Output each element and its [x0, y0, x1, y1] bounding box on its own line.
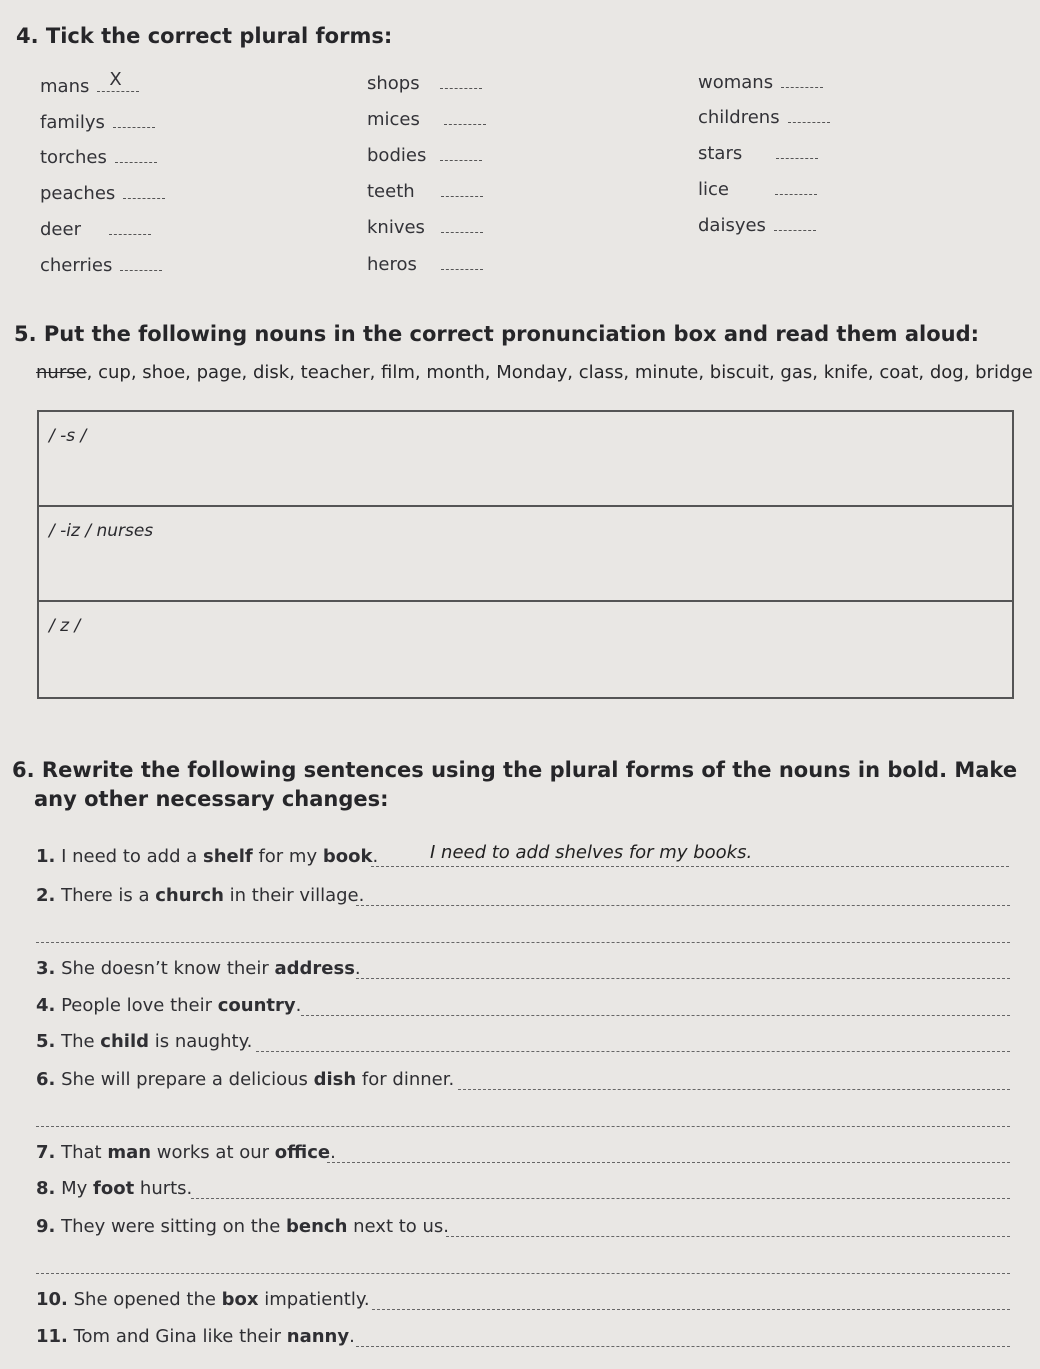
sentence-text: They were sitting on the: [55, 1216, 286, 1237]
sentence-text: .: [295, 995, 302, 1016]
sentence-number: 3.: [36, 958, 56, 979]
sentence-text: That: [55, 1142, 108, 1163]
sentence-text: .: [372, 846, 379, 867]
pronunciation-box-s[interactable]: [39, 412, 1012, 507]
ex4-word: [367, 109, 486, 130]
ex4-word-text: shops: [367, 73, 420, 94]
sentence-number: 11.: [36, 1326, 68, 1347]
sentence-text: She opened the: [67, 1289, 222, 1310]
sentence-item: [36, 1289, 370, 1310]
ex4-word-text: mices: [367, 109, 420, 130]
exercise-6-title-line: any other necessary changes:: [34, 787, 389, 811]
answer-blank[interactable]: [120, 256, 162, 271]
ex4-word-text: stars: [698, 143, 743, 164]
sentence-item: [36, 846, 378, 867]
answer-blank[interactable]: [109, 220, 151, 235]
ex4-word: [698, 143, 818, 164]
bold-noun: box: [221, 1289, 259, 1310]
sentence-text: Tom and Gina like their: [67, 1326, 287, 1347]
sentence-item: [36, 885, 364, 906]
bold-noun: office: [274, 1142, 331, 1163]
pronunciation-box-z[interactable]: [39, 602, 1012, 697]
answer-line[interactable]: [36, 942, 1010, 943]
answer-blank[interactable]: [775, 180, 817, 195]
sentence-number: 4.: [36, 995, 56, 1016]
ex4-word: [367, 73, 482, 94]
ex4-word: [698, 107, 830, 128]
answer-blank[interactable]: [440, 146, 482, 161]
ex4-word-text: cherries: [40, 255, 113, 276]
struck-noun: nurse: [36, 362, 87, 383]
sentence-text: My: [55, 1178, 94, 1199]
pronunciation-label: [49, 616, 80, 636]
sentence-number: 2.: [36, 885, 56, 906]
answer-blank[interactable]: [788, 108, 830, 123]
ex4-word: [367, 145, 482, 166]
ex4-word: [40, 112, 155, 133]
ex4-word: [40, 255, 162, 276]
ex4-word-text: lice: [698, 179, 729, 200]
ex4-word-text: deer: [40, 219, 81, 240]
answer-line[interactable]: [256, 1051, 1010, 1052]
bold-noun: shelf: [202, 846, 253, 867]
bold-noun: address: [274, 958, 355, 979]
sentence-text: next to us.: [347, 1216, 450, 1237]
sentence-number: 9.: [36, 1216, 56, 1237]
handwritten-answer: I need to add shelves for my books.: [430, 842, 753, 863]
sentence-item: [36, 1142, 336, 1163]
sentence-item: [36, 1069, 454, 1090]
bold-noun: book: [322, 846, 373, 867]
bold-noun: dish: [313, 1069, 357, 1090]
answer-line[interactable]: [446, 1236, 1010, 1237]
sentence-item: [36, 1178, 192, 1199]
answer-line[interactable]: [301, 1015, 1010, 1016]
ex4-word-text: familys: [40, 112, 105, 133]
bold-noun: country: [217, 995, 296, 1016]
sentence-text: in their village.: [223, 885, 365, 906]
bold-noun: foot: [93, 1178, 135, 1199]
answer-line[interactable]: [356, 978, 1010, 979]
answer-line[interactable]: [356, 905, 1010, 906]
ex4-word-text: mans: [40, 76, 90, 97]
sentence-text: for dinner.: [356, 1069, 455, 1090]
pronunciation-label: [49, 426, 86, 446]
answer-line[interactable]: [191, 1198, 1010, 1199]
pronunciation-symbol: / -iz /: [49, 521, 97, 541]
ex4-word: [367, 254, 483, 275]
sentence-number: 7.: [36, 1142, 56, 1163]
sentence-number: 10.: [36, 1289, 68, 1310]
sentence-text: I need to add a: [55, 846, 203, 867]
answer-line[interactable]: [371, 866, 1009, 867]
ex4-word-text: teeth: [367, 181, 415, 202]
sentence-text: There is a: [55, 885, 156, 906]
bold-noun: nanny: [286, 1326, 350, 1347]
ex4-word: [40, 183, 165, 204]
ex4-word: [40, 147, 157, 168]
exercise-4-title: 4. Tick the correct plural forms:: [16, 24, 393, 48]
ex4-word: [40, 219, 151, 240]
sentence-text: People love their: [55, 995, 218, 1016]
pronunciation-label: [49, 521, 153, 541]
sentence-text: hurts.: [134, 1178, 193, 1199]
sentence-number: 5.: [36, 1031, 56, 1052]
answer-line[interactable]: [372, 1309, 1010, 1310]
pronunciation-box-iz[interactable]: [39, 507, 1012, 602]
bold-noun: child: [100, 1031, 150, 1052]
sentence-item: [36, 958, 361, 979]
answer-blank[interactable]: [113, 113, 155, 128]
ex4-word-text: daisyes: [698, 215, 766, 236]
ex4-word-text: peaches: [40, 183, 116, 204]
sentence-text: She will prepare a delicious: [55, 1069, 314, 1090]
answer-blank[interactable]: [115, 148, 157, 163]
ex4-word-text: childrens: [698, 107, 780, 128]
sentence-text: works at our: [151, 1142, 275, 1163]
pronunciation-content: nurses: [96, 521, 154, 541]
answer-blank[interactable]: [776, 144, 818, 159]
ex4-word: [698, 179, 817, 200]
ex4-word-text: heros: [367, 254, 417, 275]
sentence-text: She doesn’t know their: [55, 958, 275, 979]
sentence-text: impatiently.: [258, 1289, 370, 1310]
answer-blank[interactable]: [441, 255, 483, 270]
answer-line[interactable]: [36, 1273, 1010, 1274]
sentence-item: [36, 1216, 449, 1237]
sentence-item: [36, 1326, 355, 1347]
answer-line[interactable]: [356, 1346, 1010, 1347]
tick-mark: X: [109, 69, 122, 90]
pronunciation-symbol: / -s /: [49, 426, 87, 446]
answer-blank[interactable]: [441, 182, 483, 197]
sentence-text: is naughty.: [149, 1031, 253, 1052]
bold-noun: bench: [286, 1216, 348, 1237]
answer-line[interactable]: [36, 1126, 1010, 1127]
sentence-item: [36, 1031, 252, 1052]
answer-line[interactable]: [458, 1089, 1010, 1090]
pronunciation-symbol: / z /: [49, 616, 81, 636]
ex4-word: [698, 72, 823, 93]
sentence-text: .: [349, 1326, 355, 1347]
sentence-text: .: [354, 958, 361, 979]
sentence-number: 1.: [36, 846, 56, 867]
noun-list: [36, 362, 1033, 383]
sentence-text: The: [55, 1031, 101, 1052]
sentence-number: 6.: [36, 1069, 56, 1090]
answer-blank[interactable]: [781, 73, 823, 88]
ex4-word: [698, 215, 816, 236]
bold-noun: church: [155, 885, 224, 906]
ex4-word-text: torches: [40, 147, 107, 168]
ex4-word-text: bodies: [367, 145, 427, 166]
sentence-number: 8.: [36, 1178, 56, 1199]
ex4-word: [40, 69, 139, 97]
exercise-5-title: 5. Put the following nouns in the correct pronunciation box and read them aloud:: [14, 322, 980, 346]
sentence-text: .: [330, 1142, 336, 1163]
answer-blank[interactable]: [441, 218, 483, 233]
ex4-word-text: knives: [367, 217, 425, 238]
exercise-6-title: [12, 756, 1017, 814]
answer-blank[interactable]: [123, 184, 165, 199]
sentence-item: [36, 995, 301, 1016]
answer-blank[interactable]: [774, 216, 816, 231]
ex4-word: [367, 217, 483, 238]
exercise-6-title-line: 6. Rewrite the following sentences using the plural forms of the nouns in bold. Make: [12, 758, 1018, 782]
bold-noun: man: [107, 1142, 152, 1163]
ex4-word-text: womans: [698, 72, 774, 93]
sentence-text: for my: [252, 846, 323, 867]
pronunciation-table: [37, 410, 1014, 699]
answer-blank[interactable]: [440, 74, 482, 89]
answer-line[interactable]: [327, 1162, 1010, 1163]
ex4-word: [367, 181, 483, 202]
noun-list-text: , cup, shoe, page, disk, teacher, film, month, Monday, class, minute, biscuit, gas, knife, coat, dog, bridge: [86, 362, 1033, 383]
answer-blank[interactable]: [97, 69, 139, 92]
answer-blank[interactable]: [444, 110, 486, 125]
